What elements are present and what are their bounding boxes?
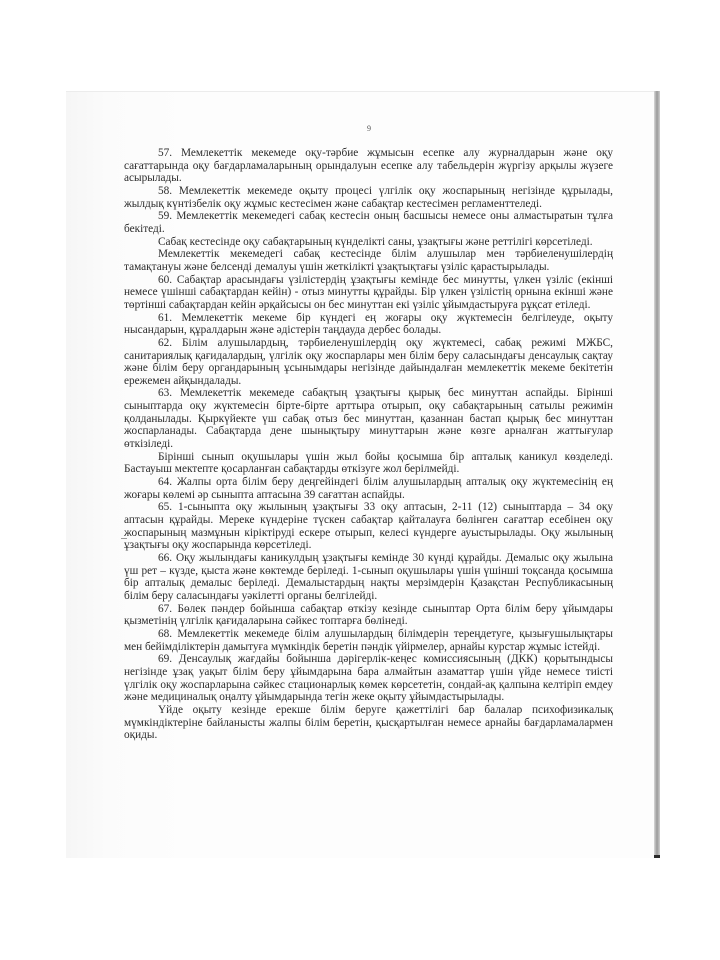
paragraph-69: 69. Денсаулық жағдайы бойынша дәрігерлік-кеңес комиссиясының (ДКК) қорытындысы негізінде ұзақ уақыт білім беру ұйымдарына бара алмайтын азаматтар үшін үйде немесе тиісті үлгілік оқу жоспарларына сәйкес стационарлық көмек көрсететін, сондай-ақ қалпына келтіріп емдеу және медициналық оңалту ұйымдарында тегін жеке оқыту ұйымдастырылады. [124,653,613,704]
paragraph-65: 65. 1-сыныпта оқу жылының ұзақтығы 33 оқу аптасын, 2-11 (12) сыныптарда – 34 оқу аптасын құрайды. Мереке күндеріне түскен сабақтар қайталауға бөлінген сағаттар есебінен оқу жоспарының мазмұнын кіріктіруді ескере отырып, келесі күндерге ауыстырылады. Оқу жылының ұзақтығы оқу жоспарында көрсетіледі. [124,501,613,552]
paragraph-57: 57. Мемлекеттік мекемеде оқу-тәрбие жұмысын есепке алу журналдарын және оқу сағаттарында оқу бағдарламаларының орындалуын есепке алу табельдерін жүргізу арқылы жүзеге асырылады. [124,147,613,185]
paragraph-61: 61. Мемлекеттік мекеме бір күндегі ең жоғары оқу жүктемесін белгілеуде, оқыту нысандарын, құралдарын және әдістерін таңдауда дербес болады. [124,311,613,337]
paragraph-62: 62. Білім алушылардың, тәрбиеленушілердің оқу жүктемесі, сабақ режимі МЖБС, санитариялық қағидалардың, үлгілік оқу жоспарлары мен білім беру саласындағы денсаулық сақтау және білім беру органдарының ұсынымдары негізінде дайындалған мемлекеттік мекеме бекітетін ережемен айқындалады. [124,336,613,387]
paragraph-67: 67. Бөлек пәндер бойынша сабақтар өткізу кезінде сыныптар Орта білім беру ұйымдары қызметінің үлгілік қағидаларына сәйкес топтарға бөлінеді. [124,602,613,628]
paragraph-58: 58. Мемлекеттік мекемеде оқыту процесі үлгілік оқу жоспарының негізінде құрылады, жылдық күнтізбелік оқу жұмыс кестесімен және сабақтар кестесімен регламенттеледі. [124,184,613,210]
paragraph-63-first-grade: Бірінші сынып оқушылары үшін жыл бойы қосымша бір апталық каникул көзделеді. Бастауыш мектепте қосарланған сабақтарды өткізуге жол берілмейді. [124,450,613,476]
paragraph-66: 66. Оқу жылындағы каникулдың ұзақтығы кемінде 30 күнді құрайды. Демалыс оқу жылына үш рет – күзде, қыста және көктемде беріледі. 1-сынып оқушылары үшін үшінші тоқсанда қосымша бір апталық демалыс беріледі. Демалыстардың нақты мерзімдерін Қазақстан Республикасының білім беру саласындағы уәкілетті органы белгілейді. [124,552,613,602]
paragraph-60: 60. Сабақтар арасындағы үзілістердің ұзақтығы кемінде бес минутты, үлкен үзіліс (екінші немесе үшінші сабақтардан кейін) - отыз минутты құрайды. Бір үлкен үзілістің орнына екінші және төртінші сабақтардан кейін әрқайсысы он бес минуттан екі үзіліс ұйымдастыруға рұқсат етіледі. [124,273,613,311]
paragraph-59: 59. Мемлекеттік мекемедегі сабақ кестесін оның басшысы немесе оны алмастыратын тұлға бекітеді. [124,210,613,235]
paragraph-64: 64. Жалпы орта білім беру деңгейіндегі білім алушылардың апталық оқу жүктемесінің ең жоғары көлемі әр сыныпта аптасына 39 сағаттан аспайды. [124,476,613,501]
paragraph-59-schedule-contents: Сабақ кестесінде оқу сабақтарының күнделікті саны, ұзақтығы және реттілігі көрсетіледі. [158,235,593,248]
paragraph-63: 63. Мемлекеттік мекемеде сабақтың ұзақтығы қырық бес минуттан аспайды. Бірінші сыныптарда оқу жүктемесін бірте-бірте арттыра отырып, оқу сабақтарының сатылы режимін қолданылады. Қыркүйекте үш сабақ отыз бес минуттан, қазаннан бастап қырық бес минуттан жоспарланады. Сабақтарда дене шынықтыру минуттарын және көзге арналған жаттығулар өткізіледі. [124,387,613,451]
document-body [124,147,613,742]
page-edge-shadow-tip [654,855,660,858]
paragraph-68: 68. Мемлекеттік мекемеде білім алушылардың білімдерін тереңдетуге, қызығушылықтары мен бейімділіктерін дамытуға мүмкіндік беретін пәндік үйірмелер, арнайы курстар жұмыс істейді. [124,627,613,653]
page-number: 9 [367,124,371,133]
page-edge-shadow [654,91,660,857]
paragraph-59-breaks: Мемлекеттік мекемедегі сабақ кестесінде білім алушылар мен тәрбиеленушілердің тамақтануы және белсенді демалуы үшін жеткілікті ұзақтықтағы үзіліс қарастырылады. [124,248,613,273]
paragraph-69-home-schooling: Үйде оқыту кезінде ерекше білім беруге қажеттілігі бар балалар психофизикалық мүмкіндіктеріне байланысты жалпы білім беретін, қысқартылған немесе арнайы бағдарламалармен оқиды. [124,703,613,742]
